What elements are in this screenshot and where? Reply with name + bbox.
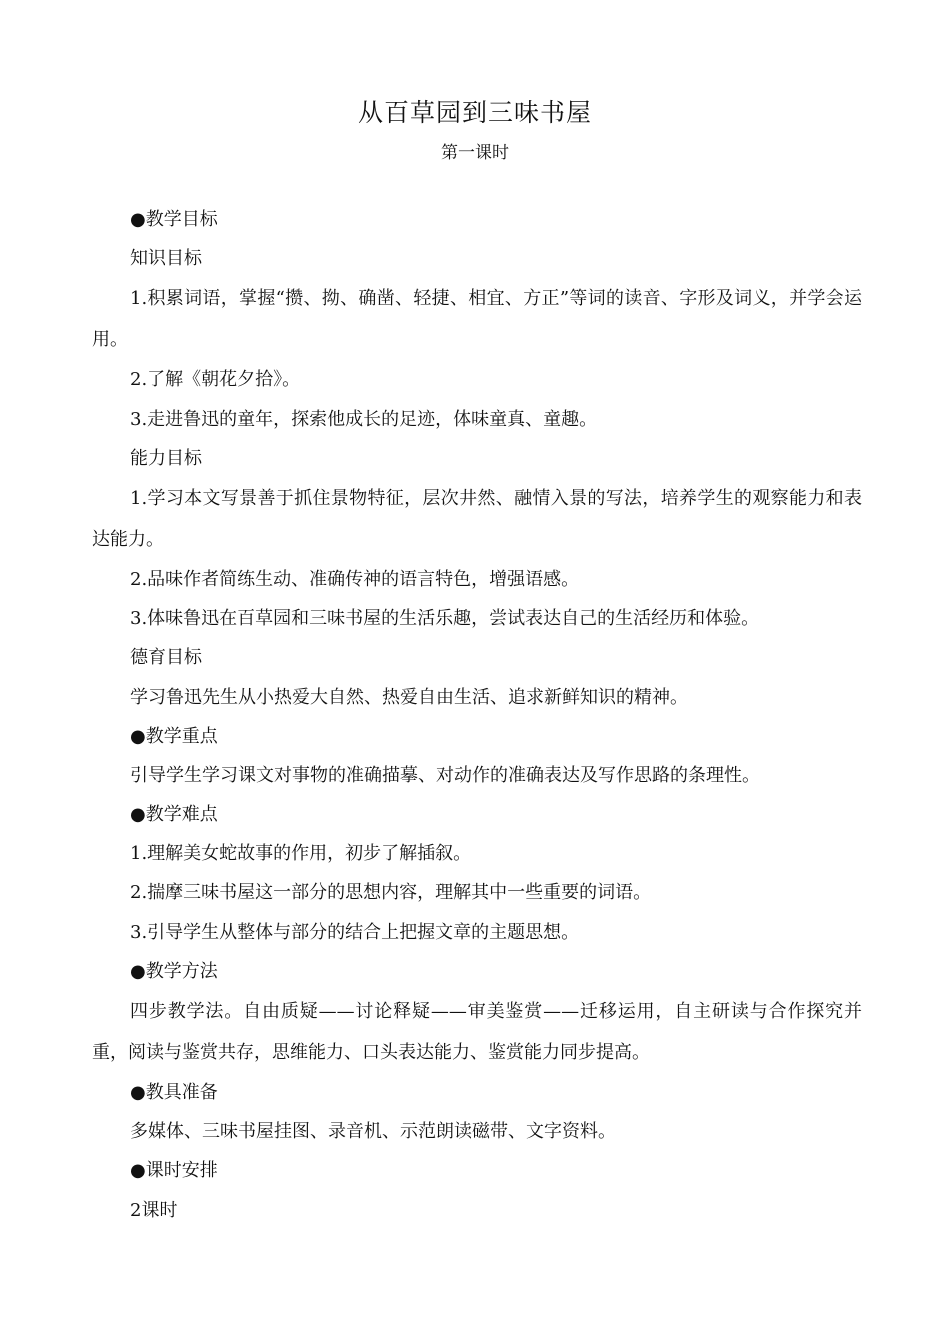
section-heading-difficulties: ●教学难点 — [130, 804, 218, 826]
section-heading-tools: ●教具准备 — [130, 1082, 218, 1103]
section-heading-schedule: ●课时安排 — [130, 1160, 218, 1182]
paragraph-difficulty-1: 1.理解美女蛇故事的作用，初步了解插叙。 — [130, 843, 472, 865]
paragraph-difficulty-2: 2.揣摩三味书屋这一部分的思想内容，理解其中一些重要的词语。 — [130, 882, 652, 904]
paragraph-methods-1: 四步教学法。自由质疑——讨论释疑——审美鉴赏——迁移运用，自主研读与合作探究并重，阅读与鉴赏共存，思维能力、口头表达能力、鉴赏能力同步提高。 — [92, 1001, 862, 1063]
document-body — [92, 200, 862, 1230]
section-heading-key-points: ●教学重点 — [130, 725, 218, 747]
paragraph-tools-1: 多媒体、三味书屋挂图、录音机、示范朗读磁带、文字资料。 — [130, 1121, 616, 1143]
paragraph-schedule-1: 2课时 — [130, 1199, 178, 1221]
section-heading-goals: ●教学目标 — [130, 209, 218, 230]
section-heading-methods: ●教学方法 — [130, 960, 218, 982]
paragraph-ability-2: 2.品味作者简练生动、准确传神的语言特色，增强语感。 — [130, 568, 580, 590]
paragraph-knowledge-2: 2.了解《朝花夕拾》。 — [130, 369, 301, 391]
paragraph-moral-1: 学习鲁迅先生从小热爱大自然、热爱自由生活、追求新鲜知识的精神。 — [130, 686, 688, 708]
paragraph-knowledge-3: 3.走进鲁迅的童年，探索他成长的足迹，体味童真、童趣。 — [130, 408, 598, 430]
paragraph-ability-1: 1.学习本文写景善于抓住景物特征，层次井然、融情入景的写法，培养学生的观察能力和表达能力。 — [92, 487, 862, 550]
document-subtitle: 第一课时 — [441, 143, 509, 163]
subheading-ability: 能力目标 — [130, 447, 202, 469]
paragraph-difficulty-3: 3.引导学生从整体与部分的结合上把握文章的主题思想。 — [130, 921, 580, 943]
subheading-knowledge: 知识目标 — [130, 248, 202, 270]
paragraph-ability-3: 3.体味鲁迅在百草园和三味书屋的生活乐趣，尝试表达自己的生活经历和体验。 — [130, 608, 760, 630]
document-title: 从百草园到三味书屋 — [357, 98, 592, 127]
paragraph-knowledge-1: 1.积累词语，掌握“攒、拗、确凿、轻捷、相宜、方正”等词的读音、字形及词义，并学会运用。 — [92, 288, 862, 351]
subheading-moral: 德育目标 — [130, 647, 202, 669]
paragraph-key-points-1: 引导学生学习课文对事物的准确描摹、对动作的准确表达及写作思路的条理性。 — [130, 764, 760, 786]
